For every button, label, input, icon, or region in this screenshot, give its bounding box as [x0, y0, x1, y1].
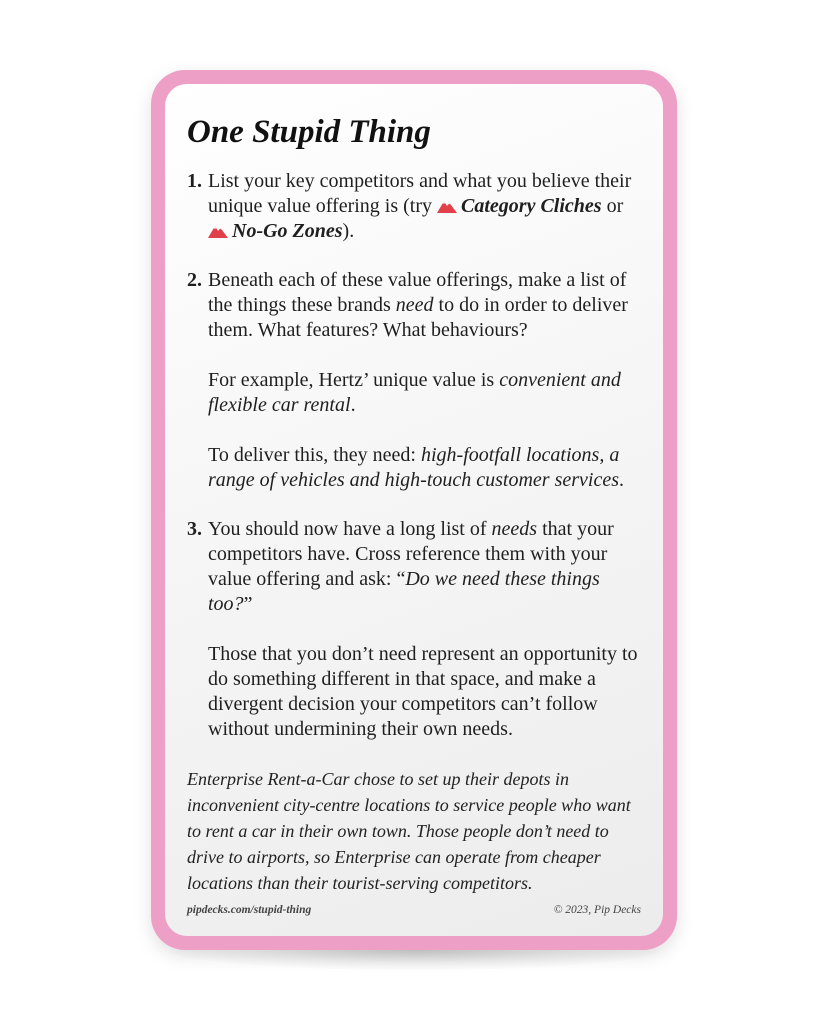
step-needs: To deliver this, they need: high-footfall locations, a range of vehicles and high-touch customer services.	[208, 444, 625, 491]
reference-category-cliches[interactable]: Category Cliches	[437, 195, 602, 217]
step-text: List your key competitors and what you believe their unique value offering is (try Category Cliches or No-Go Zones).	[208, 170, 632, 242]
footer-link[interactable]: pipdecks.com/stupid-thing	[187, 904, 312, 916]
step-2	[187, 268, 643, 493]
step-text: Beneath each of these value offerings, make a list of the things these brands need to do in order to deliver them. What features? What behaviours?	[208, 269, 628, 341]
step-opportunity: Those that you don’t need represent an opportunity to do something different in that space, and make a divergent decision your competitors can’t follow without undermining their own needs.	[208, 643, 638, 740]
step-number: 3.	[187, 518, 202, 540]
card-title: One Stupid Thing	[187, 114, 431, 150]
reference-no-go-zones[interactable]: No-Go Zones	[208, 220, 343, 242]
copyright: © 2023, Pip Decks	[553, 904, 641, 916]
step-text: You should now have a long list of needs that your competitors have. Cross reference them with your value offering and ask: “Do we need these things too?”	[208, 518, 614, 615]
step-3	[187, 517, 643, 742]
mountain-icon	[437, 199, 457, 213]
step-number: 2.	[187, 269, 202, 291]
mountain-icon	[208, 224, 228, 238]
card-footer	[187, 904, 641, 916]
card-face	[165, 84, 663, 936]
step-1	[187, 169, 643, 244]
card	[151, 70, 677, 950]
closing-example: Enterprise Rent-a-Car chose to set up their depots in inconvenient city-centre locations to service people who want to rent a car in their own town. Those people don’t need to drive to airports, so Enterprise can operate from cheaper locations than their tourist-serving competitors.	[187, 769, 631, 893]
steps-list	[187, 169, 643, 742]
step-example: For example, Hertz’ unique value is convenient and flexible car rental.	[208, 369, 621, 416]
step-number: 1.	[187, 170, 202, 192]
